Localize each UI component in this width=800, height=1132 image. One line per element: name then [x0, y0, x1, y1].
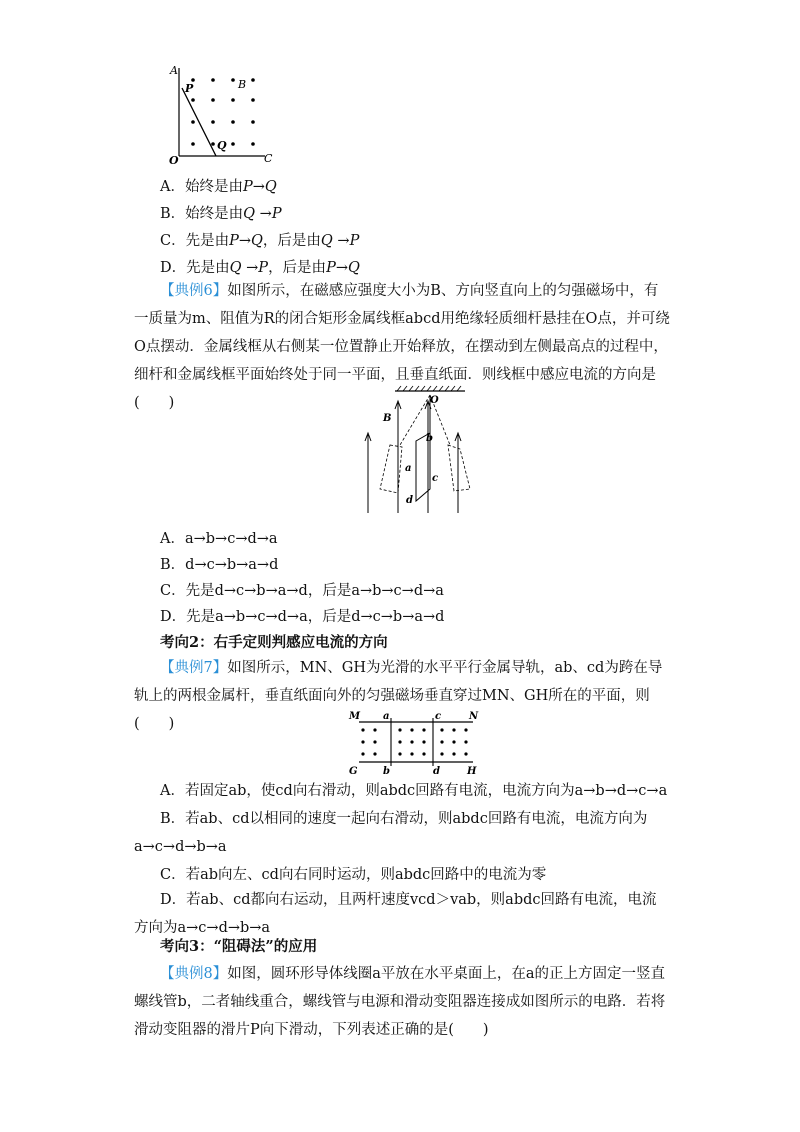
fig5-label-P: P: [185, 82, 194, 95]
fig7-label-H: H: [467, 766, 477, 777]
fig6-label-d: d: [406, 495, 413, 506]
q7-text: 如图所示，MN、GH为光滑的水平平行金属导轨，ab、cd为跨在导轨上的两根金属杆，垂直纸面向外的匀强磁场垂直穿过MN、GH所在的平面，则( ): [134, 660, 663, 732]
q5-option-c: C．先是由P→Q，后是由Q →P: [160, 233, 360, 249]
fig7-label-c: c: [435, 711, 442, 722]
fig7-label-N: N: [469, 711, 479, 722]
fig7-label-M: M: [349, 711, 361, 722]
fig7-label-G: G: [349, 766, 358, 777]
fig5-label-B: B: [238, 78, 247, 91]
q7-option-d: D．若ab、cd都向右运动，且两杆速度vcd＞vab，则abdc回路有电流，电流方向为a→c→d→b→a: [134, 892, 657, 936]
q6-option-a: A．a→b→c→d→a: [160, 531, 278, 547]
q5-option-d: D．先是由Q →P，后是由P→Q: [160, 260, 360, 276]
q8-text: 如图，圆环形导体线圈a平放在水平桌面上，在a的正上方固定一竖直螺线管b，二者轴线重合，螺线管与电源和滑动变阻器连接成如图所示的电路．若将滑动变阻器的滑片P向下滑动，下列表述正确的是( ): [134, 966, 666, 1038]
q6-option-c: C．先是d→c→b→a→d，后是a→b→c→d→a: [160, 583, 444, 599]
q7-tag: 【典例7】: [160, 660, 228, 676]
figure-5: [165, 60, 285, 170]
q6-option-b: B．d→c→b→a→d: [160, 557, 279, 573]
fig6-label-B: B: [383, 413, 392, 424]
fig7-label-a: a: [383, 711, 390, 722]
q6-text: 如图所示，在磁感应强度大小为B、方向竖直向上的匀强磁场中，有一质量为m、阻值为R的闭合矩形金属线框abcd用绝缘轻质细杆悬挂在O点，并可绕O点摆动．金属线框从右侧某一位置静止开始释放，在摆动到左侧最高点的过程中，细杆和金属线框平面始终处于同一平面，且垂直纸面．则线框中感应电流的方向是( ): [134, 283, 670, 411]
heading-kaoxiang-2: 考向2：右手定则判感应电流的方向: [160, 634, 388, 651]
figure-7: [345, 708, 485, 778]
fig7-label-b: b: [383, 766, 390, 777]
heading-kaoxiang-3: 考向3：“阻碍法”的应用: [160, 938, 318, 955]
fig7-label-d: d: [433, 766, 440, 777]
q7-option-c: C．若ab向左、cd向右同时运动，则abdc回路中的电流为零: [160, 867, 547, 883]
q8-stem: [134, 960, 670, 1044]
q6-option-d: D．先是a→b→c→d→a，后是d→c→b→a→d: [160, 609, 445, 625]
fig5-label-Q: Q: [217, 139, 227, 152]
fig5-label-O: O: [169, 154, 179, 167]
fig6-label-b: b: [426, 433, 433, 444]
fig5-label-A: A: [170, 64, 178, 77]
q5-option-b: B．始终是由Q →P: [160, 206, 282, 222]
q7-option-a: A．若固定ab，使cd向右滑动，则abdc回路有电流，电流方向为a→b→d→c→a: [160, 783, 668, 799]
q6-tag: 【典例6】: [160, 283, 228, 299]
fig5-label-C: C: [264, 152, 273, 165]
q5-option-a: A．始终是由P→Q: [160, 179, 277, 195]
q7-option-b: B．若ab、cd以相同的速度一起向右滑动，则abdc回路有电流，电流方向为a→c→d→b→a: [134, 811, 648, 855]
fig6-label-a: a: [405, 463, 412, 474]
fig6-label-c: c: [432, 473, 439, 484]
q8-tag: 【典例8】: [160, 966, 228, 982]
figure-6: [350, 385, 480, 517]
fig6-label-O: O: [430, 395, 439, 406]
